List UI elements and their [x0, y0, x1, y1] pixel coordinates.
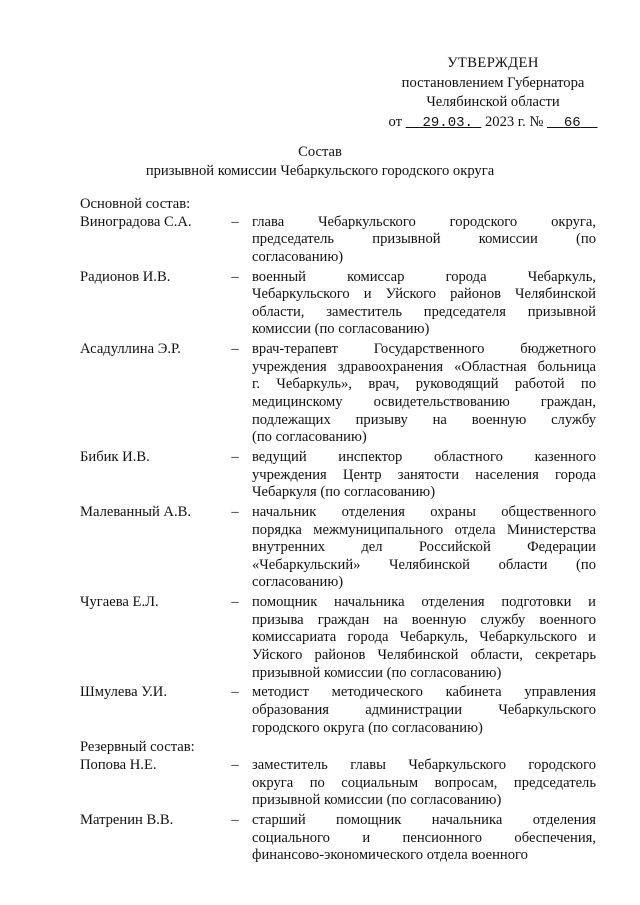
member-position-line: учреждения здравоохранения «Областная больница: [252, 358, 596, 375]
member-position-line: внутренних дел Российской Федерации: [252, 539, 596, 556]
member-position-line: г. Чебаркуль», врач, руководящий работой по: [252, 376, 596, 393]
member-position: [252, 341, 596, 447]
approval-stamp: [388, 54, 598, 132]
member-position-line: глава Чебаркульского городского округа,: [252, 213, 596, 230]
member-position-line: комиссариата города Чебаркуль, Чебаркульского и: [252, 629, 596, 646]
member-name: Чугаева Е.Л.: [80, 594, 159, 611]
member-position-line: порядка межмуниципального отдела Министерства: [252, 521, 596, 538]
member-position-line: военный комиссар города Чебаркуль,: [252, 268, 596, 285]
member-name: Радионов И.В.: [80, 268, 171, 285]
member-position: [252, 504, 596, 592]
member-position-line: помощник начальника отделения подготовки и: [252, 594, 596, 611]
member-position-line: врач-терапевт Государственного бюджетного: [252, 341, 596, 358]
member-position-line: городского округа (по согласованию): [252, 719, 483, 736]
member-position-line: комиссии (по согласованию): [252, 321, 430, 338]
member-position-line: социального и пенсионного обеспечения,: [252, 829, 596, 846]
member-name: Попова Н.Е.: [80, 757, 157, 773]
document-title-line-2: призывной комиссии Чебаркульского городского округа: [145, 162, 495, 179]
member-dash: –: [231, 449, 239, 465]
approval-year: 2023 г. №: [484, 113, 544, 130]
member-name: Шмулева У.И.: [80, 684, 167, 701]
member-position-line: подлежащих призыву на военную службу: [252, 411, 596, 428]
member-position: [252, 449, 596, 502]
member-position-line: согласованию): [252, 574, 344, 591]
member-name: Виноградова С.А.: [80, 213, 192, 230]
approval-number: 66: [563, 114, 581, 131]
member-position: [252, 757, 596, 810]
member-position-line: председатель призывной комиссии (по: [252, 231, 596, 248]
approval-date-line: [388, 113, 598, 133]
member-position-line: методист методического кабинета управления: [252, 684, 596, 701]
member-dash: –: [231, 504, 239, 520]
member-name: Бибик И.В.: [80, 449, 150, 465]
member-position: [252, 812, 596, 865]
member-dash: –: [231, 812, 239, 828]
member-position-line: призывной комиссии (по согласованию): [252, 792, 502, 809]
approval-date-prefix: от: [388, 113, 403, 130]
approval-line-2: Челябинской области: [426, 94, 560, 110]
member-position-line: согласованию): [252, 248, 344, 265]
document-title: [0, 143, 640, 180]
member-position-line: учреждения Центр занятости населения города: [252, 466, 596, 483]
member-position-line: образования администрации Чебаркульского: [252, 701, 596, 718]
approval-date: 29.03.: [422, 114, 473, 131]
member-position-line: финансово-экономического отдела военного: [252, 847, 528, 864]
member-position-line: призывной комиссии (по согласованию): [252, 664, 502, 681]
member-dash: –: [231, 594, 239, 611]
member-position-line: Чебаркульского и Уйского районов Челябинской: [252, 286, 596, 303]
member-position-line: (по согласованию): [252, 429, 367, 446]
member-dash: –: [231, 213, 239, 230]
member-position-line: ведущий инспектор областного казенного: [252, 449, 596, 465]
member-position-line: старший помощник начальника отделения: [252, 812, 596, 828]
main-section-label: Основной состав:: [80, 196, 191, 212]
member-dash: –: [231, 341, 239, 358]
member-position: [252, 684, 596, 737]
member-position-line: области, заместитель председателя призывной: [252, 303, 596, 320]
member-position-line: начальник отделения охраны общественного: [252, 504, 596, 520]
member-position-line: округа по социальным вопросам, председатель: [252, 774, 596, 791]
member-position: [252, 269, 596, 339]
member-name: Малеванный А.В.: [80, 504, 191, 520]
member-name: Асадуллина Э.Р.: [80, 341, 181, 358]
member-position-line: Чебаркуля (по согласованию): [252, 484, 436, 501]
member-dash: –: [231, 757, 239, 773]
reserve-section-label: Резервный состав:: [80, 739, 195, 756]
member-position-line: призыва граждан на военную службу военного: [252, 611, 596, 628]
member-position-line: «Чебаркульский» Челябинской области (по: [252, 556, 596, 573]
member-dash: –: [231, 268, 239, 285]
document-title-line-1: Состав: [298, 144, 342, 160]
member-position-line: Уйского районов Челябинской области, секретарь: [252, 646, 596, 663]
member-position-line: заместитель главы Чебаркульского городского: [252, 757, 596, 773]
approval-line-1: постановлением Губернатора: [401, 74, 585, 91]
member-dash: –: [231, 684, 239, 701]
member-name: Матренин В.В.: [80, 812, 174, 828]
member-position-line: медицинскому освидетельствованию граждан,: [252, 393, 596, 410]
member-position: [252, 214, 596, 267]
member-position: [252, 594, 596, 682]
approval-title: УТВЕРЖДЕН: [447, 55, 539, 71]
